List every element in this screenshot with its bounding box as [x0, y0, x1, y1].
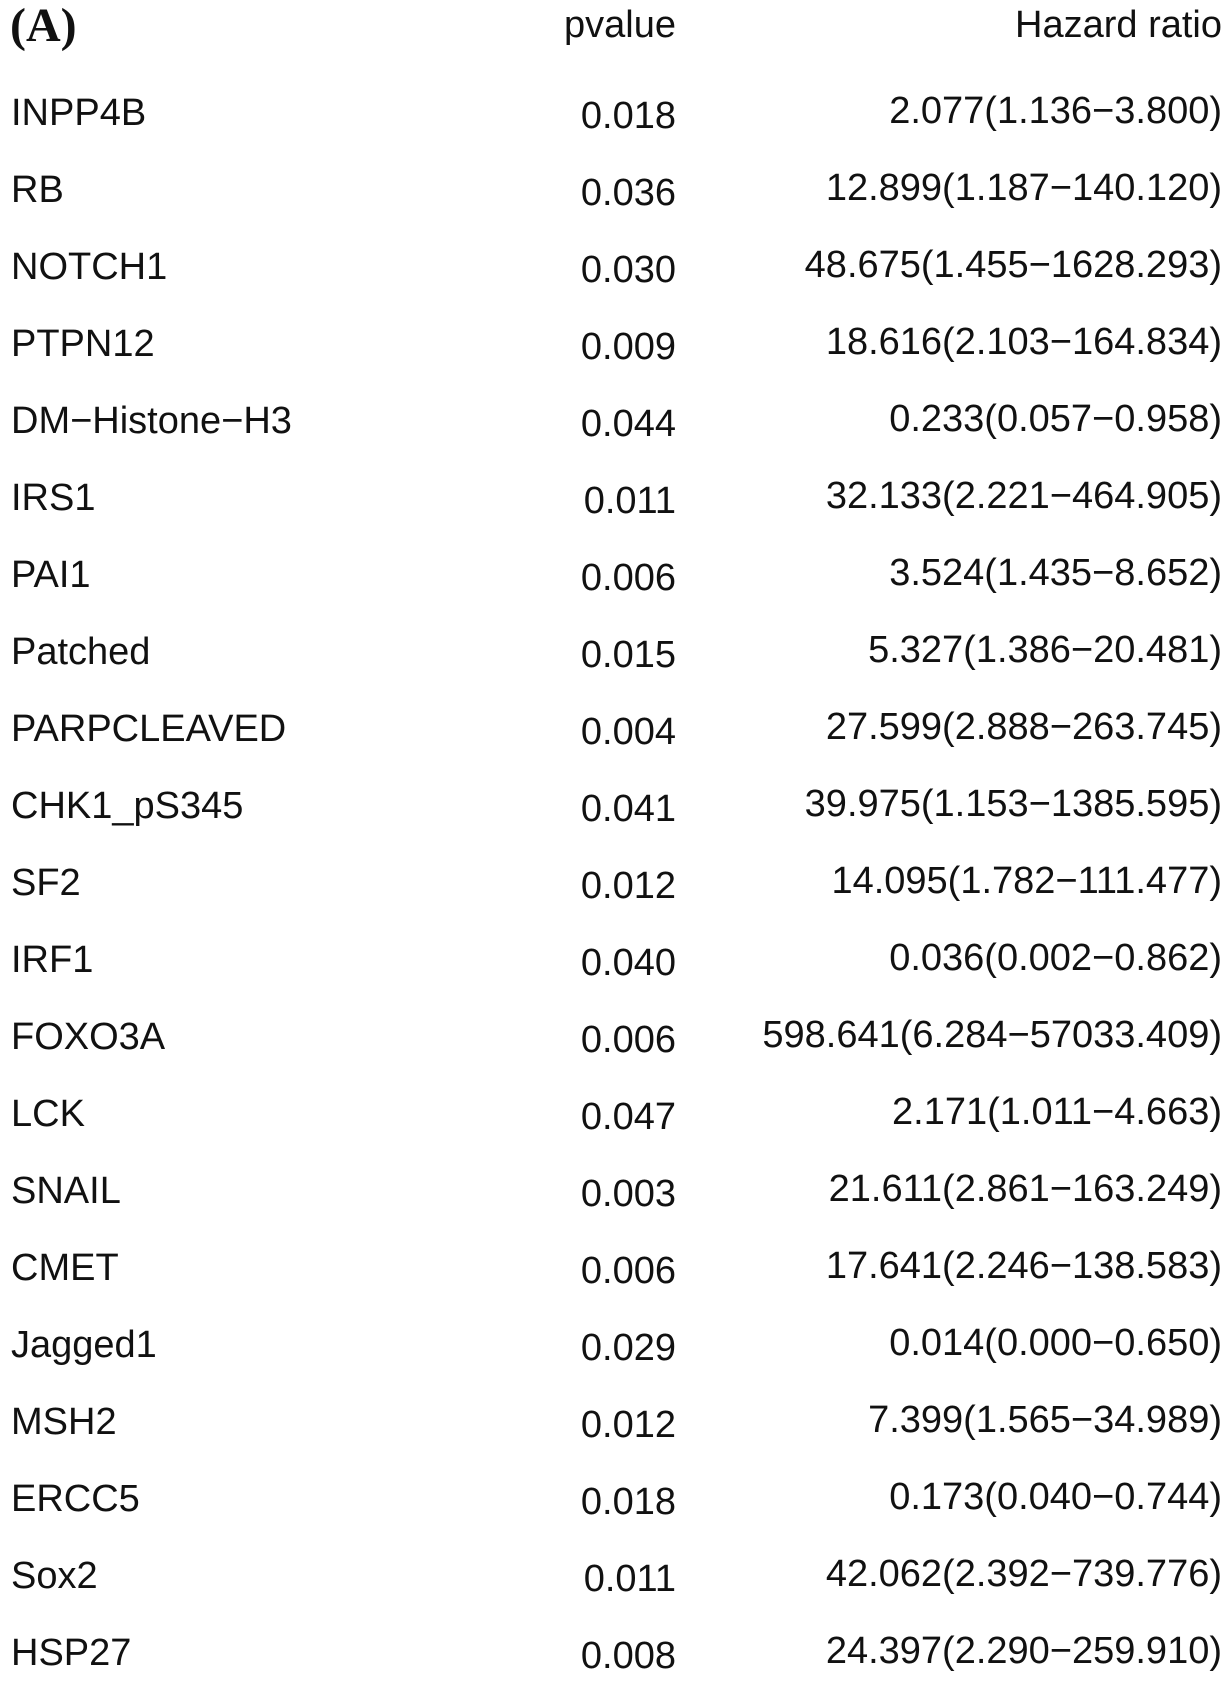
- table-row: [0, 1076, 1230, 1153]
- hazard-ratio-cell: 18.616(2.103−164.834): [825, 321, 1222, 363]
- hazard-ratio-cell: 0.014(0.000−0.650): [889, 1322, 1222, 1364]
- gene-name-cell: DM−Histone−H3: [11, 400, 292, 442]
- pvalue-cell: 0.040: [580, 942, 676, 984]
- pvalue-cell: 0.018: [580, 1481, 676, 1523]
- gene-name-cell: IRF1: [11, 939, 94, 981]
- pvalue-cell: 0.012: [580, 1404, 676, 1446]
- pvalue-cell: 0.008: [580, 1635, 676, 1677]
- gene-name-cell: RB: [11, 169, 64, 211]
- table-row: [0, 306, 1230, 383]
- column-header-pvalue: pvalue: [564, 4, 676, 46]
- table-row: [0, 537, 1230, 614]
- pvalue-cell: 0.011: [583, 480, 676, 522]
- gene-name-cell: PARPCLEAVED: [11, 708, 287, 750]
- table-row: [0, 691, 1230, 768]
- hazard-ratio-cell: 12.899(1.187−140.120): [825, 167, 1222, 209]
- gene-name-cell: SF2: [11, 862, 81, 904]
- pvalue-cell: 0.036: [580, 172, 676, 214]
- pvalue-cell: 0.018: [580, 95, 676, 137]
- table-row: [0, 768, 1230, 845]
- hazard-ratio-cell: 2.171(1.011−4.663): [892, 1091, 1222, 1133]
- hazard-ratio-cell: 0.173(0.040−0.744): [889, 1476, 1222, 1518]
- pvalue-cell: 0.003: [580, 1173, 676, 1215]
- table-row: [0, 152, 1230, 229]
- gene-name-cell: Jagged1: [11, 1324, 157, 1366]
- table-row: [0, 1230, 1230, 1307]
- pvalue-cell: 0.030: [580, 249, 676, 291]
- pvalue-cell: 0.012: [580, 865, 676, 907]
- hazard-ratio-cell: 5.327(1.386−20.481): [868, 629, 1222, 671]
- table-row: [0, 1307, 1230, 1384]
- gene-name-cell: HSP27: [11, 1632, 132, 1674]
- pvalue-cell: 0.041: [580, 788, 676, 830]
- gene-name-cell: ERCC5: [11, 1478, 140, 1520]
- hazard-ratio-cell: 7.399(1.565−34.989): [868, 1399, 1222, 1441]
- gene-name-cell: CMET: [11, 1247, 119, 1289]
- hazard-ratio-cell: 27.599(2.888−263.745): [825, 706, 1222, 748]
- hazard-ratio-cell: 39.975(1.153−1385.595): [804, 783, 1222, 825]
- pvalue-cell: 0.004: [580, 711, 676, 753]
- pvalue-cell: 0.006: [580, 1250, 676, 1292]
- gene-name-cell: INPP4B: [11, 92, 147, 134]
- hazard-ratio-cell: 42.062(2.392−739.776): [825, 1553, 1222, 1595]
- gene-name-cell: FOXO3A: [11, 1016, 166, 1058]
- table-row: [0, 999, 1230, 1076]
- hazard-ratio-cell: 32.133(2.221−464.905): [825, 475, 1222, 517]
- pvalue-cell: 0.011: [583, 1558, 676, 1600]
- table-row: [0, 1461, 1230, 1538]
- table-row: [0, 460, 1230, 537]
- gene-name-cell: PAI1: [11, 554, 91, 596]
- hazard-ratio-cell: 2.077(1.136−3.800): [889, 90, 1222, 132]
- hazard-ratio-cell: 17.641(2.246−138.583): [825, 1245, 1222, 1287]
- gene-name-cell: PTPN12: [11, 323, 155, 365]
- pvalue-cell: 0.044: [580, 403, 676, 445]
- gene-name-cell: IRS1: [11, 477, 96, 519]
- pvalue-cell: 0.009: [580, 326, 676, 368]
- column-header-hazard-ratio: Hazard ratio: [1015, 4, 1222, 46]
- hazard-ratio-cell: 598.641(6.284−57033.409): [762, 1014, 1222, 1056]
- table-row: [0, 922, 1230, 999]
- gene-name-cell: NOTCH1: [11, 246, 168, 288]
- hazard-ratio-cell: 24.397(2.290−259.910): [825, 1630, 1222, 1672]
- pvalue-cell: 0.047: [580, 1096, 676, 1138]
- table-body: [0, 75, 1230, 1692]
- table-row: [0, 1153, 1230, 1230]
- gene-name-cell: Sox2: [11, 1555, 98, 1597]
- table-row: [0, 1615, 1230, 1692]
- gene-name-cell: MSH2: [11, 1401, 117, 1443]
- gene-name-cell: LCK: [11, 1093, 85, 1135]
- gene-name-cell: CHK1_pS345: [11, 785, 244, 827]
- hazard-ratio-cell: 0.233(0.057−0.958): [889, 398, 1222, 440]
- table-row: [0, 614, 1230, 691]
- table-row: [0, 75, 1230, 152]
- table-row: [0, 1384, 1230, 1461]
- gene-name-cell: SNAIL: [11, 1170, 121, 1212]
- panel-label: (A): [10, 0, 77, 52]
- pvalue-cell: 0.029: [580, 1327, 676, 1369]
- hazard-ratio-cell: 3.524(1.435−8.652): [889, 552, 1222, 594]
- hazard-ratio-cell: 48.675(1.455−1628.293): [804, 244, 1222, 286]
- hazard-ratio-cell: 14.095(1.782−111.477): [831, 860, 1222, 902]
- table-row: [0, 229, 1230, 306]
- pvalue-cell: 0.015: [580, 634, 676, 676]
- table-row: [0, 383, 1230, 460]
- pvalue-cell: 0.006: [580, 557, 676, 599]
- hazard-ratio-cell: 21.611(2.861−163.249): [828, 1168, 1222, 1210]
- gene-name-cell: Patched: [11, 631, 151, 673]
- table-row: [0, 845, 1230, 922]
- hazard-ratio-cell: 0.036(0.002−0.862): [889, 937, 1222, 979]
- table-row: [0, 1538, 1230, 1615]
- pvalue-cell: 0.006: [580, 1019, 676, 1061]
